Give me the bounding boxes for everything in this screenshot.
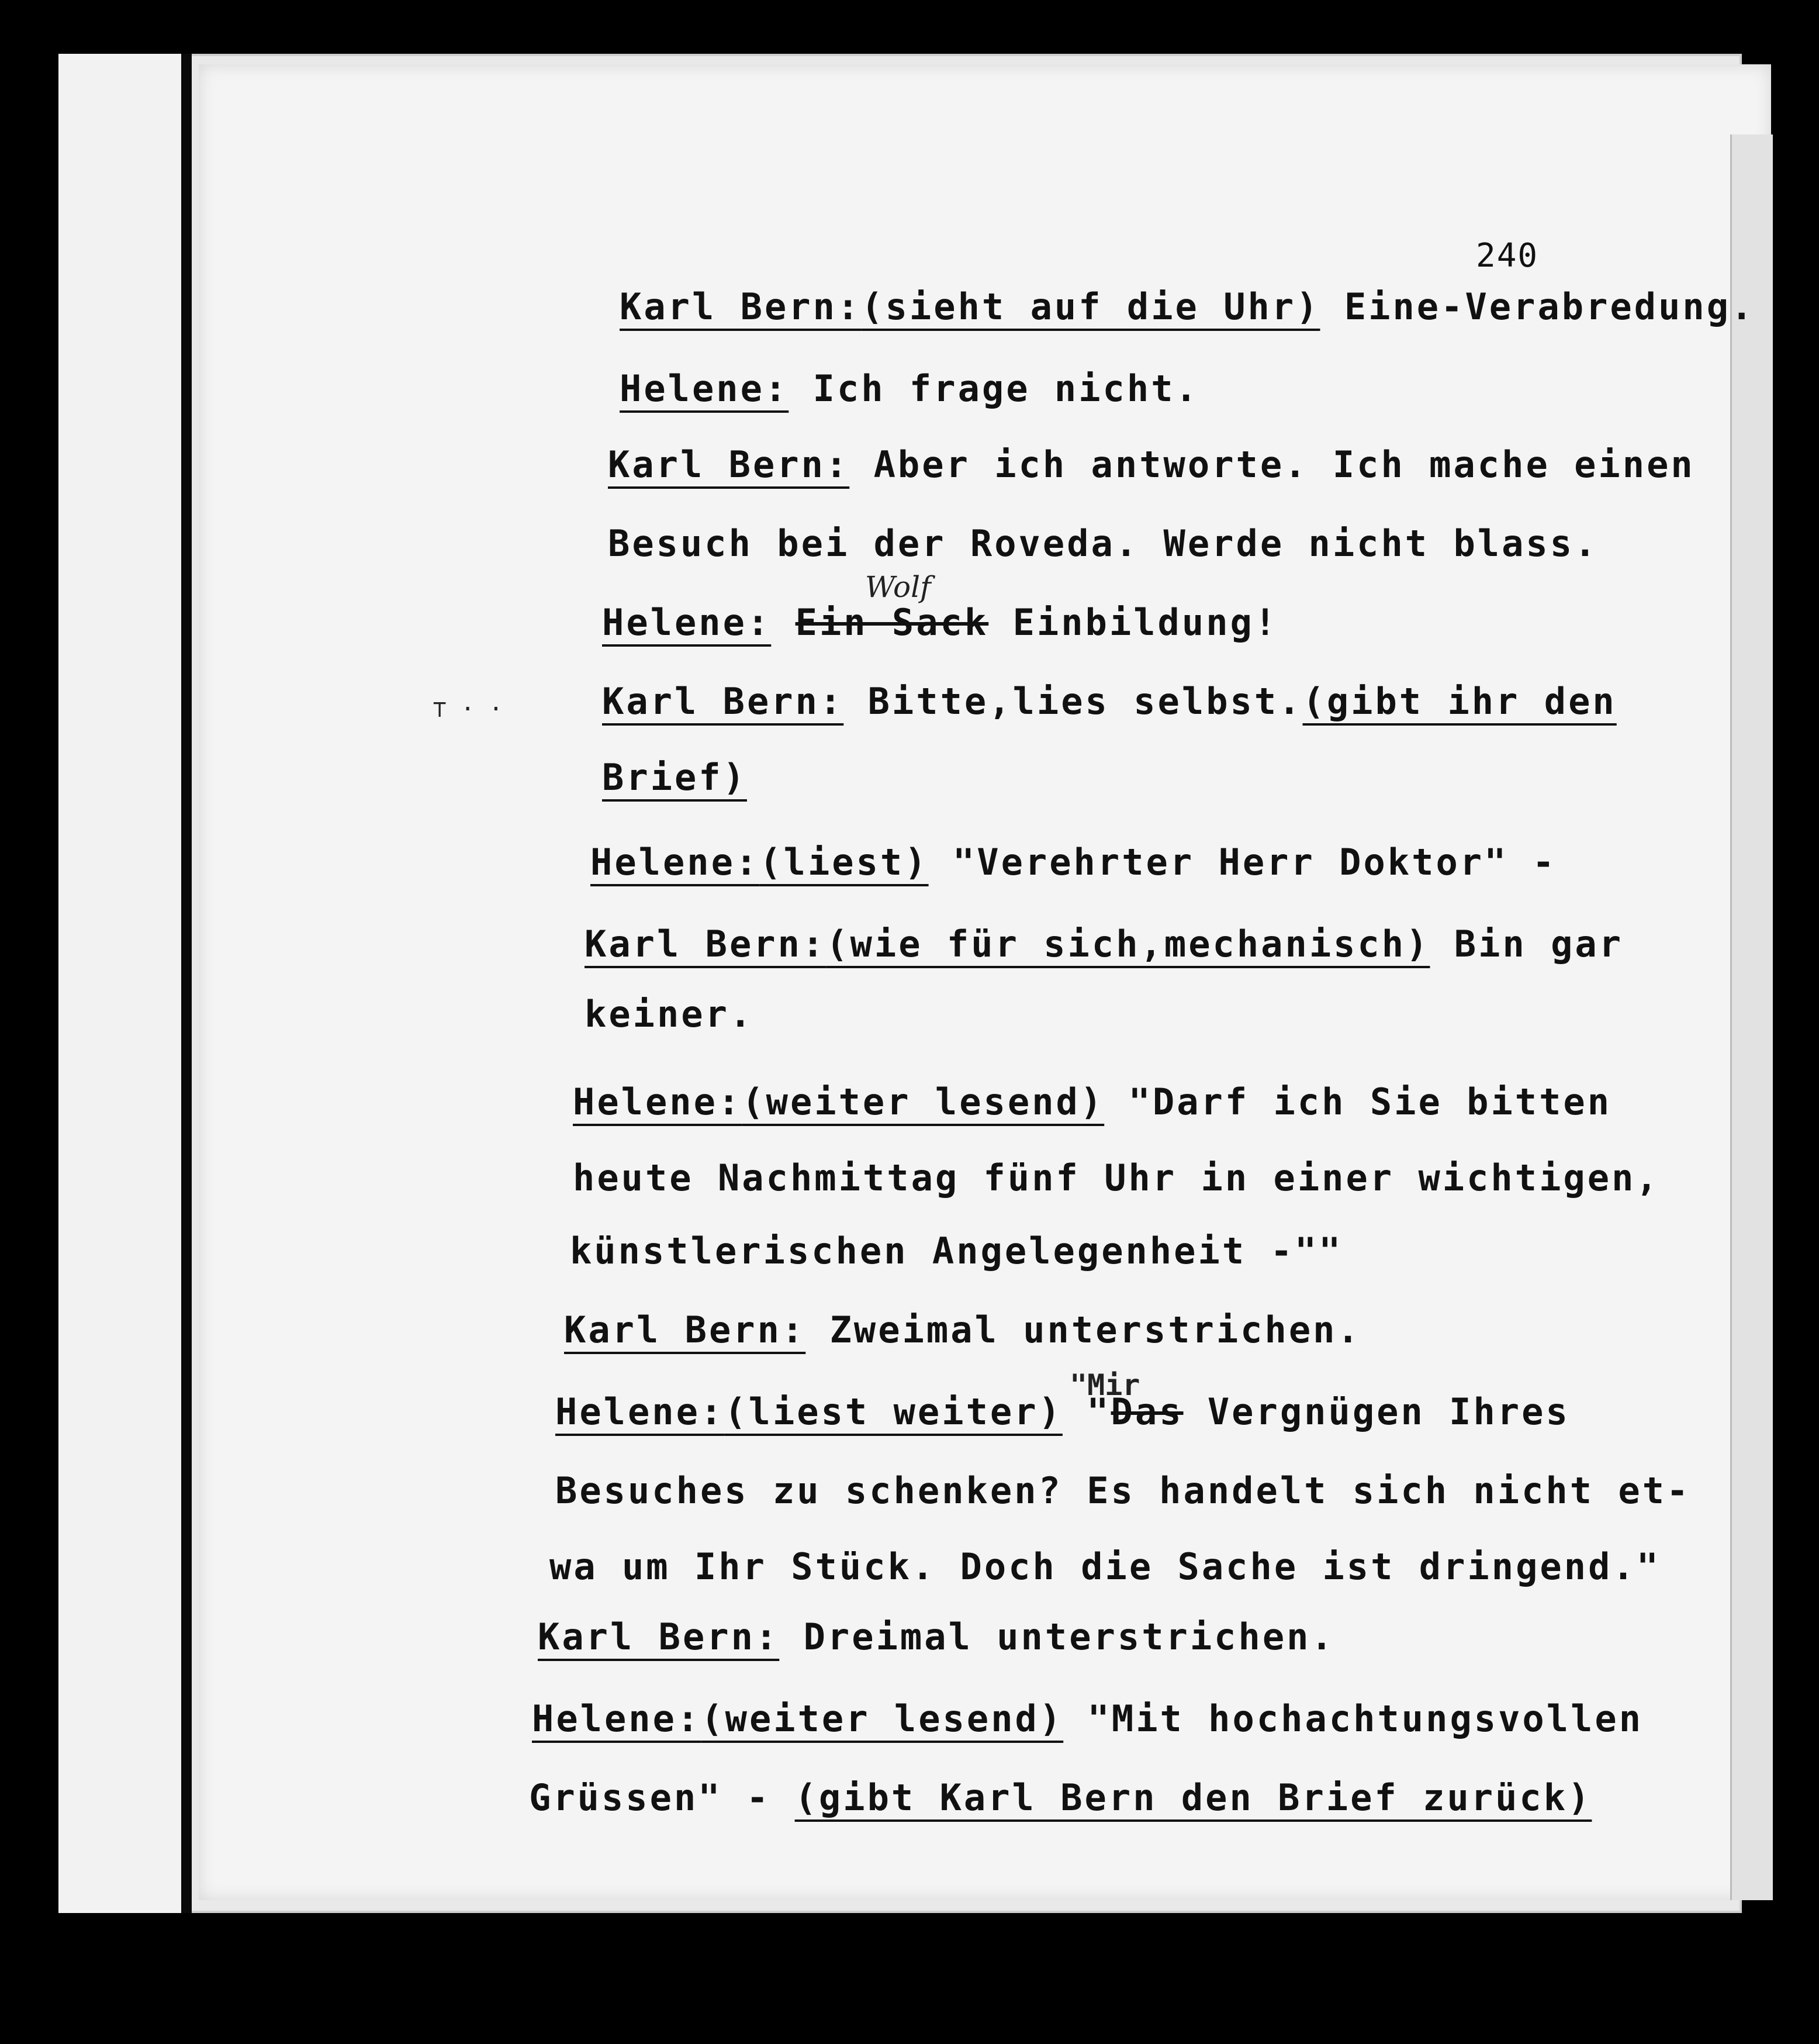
script-line bbox=[608, 444, 1695, 485]
dialogue-text: Vergnügen Ihres bbox=[1183, 1390, 1570, 1433]
struck-text: Das bbox=[1111, 1390, 1184, 1433]
dialogue-text: künstlerischen Angelegenheit -"" bbox=[570, 1230, 1343, 1272]
dialogue-text: Zweimal unterstrichen. bbox=[805, 1308, 1361, 1351]
page-number: 240 bbox=[1476, 237, 1539, 275]
speaker-name: Helene: bbox=[573, 1080, 742, 1123]
script-line bbox=[585, 994, 753, 1035]
stage-direction: (gibt Karl Bern den Brief zurück) bbox=[794, 1776, 1592, 1819]
speaker-name: Karl Bern: bbox=[602, 680, 844, 723]
dialogue-text: Dreimal unterstrichen. bbox=[779, 1615, 1335, 1658]
stage-direction: (liest weiter) bbox=[724, 1390, 1063, 1433]
dialogue-text: Grüssen" - bbox=[529, 1776, 795, 1819]
script-line bbox=[608, 523, 1598, 564]
script-line bbox=[620, 286, 1755, 327]
stage-direction: (wie für sich,mechanisch) bbox=[826, 923, 1430, 965]
speaker-name: Karl Bern: bbox=[538, 1615, 780, 1658]
script-line bbox=[590, 842, 1557, 883]
script-line bbox=[620, 368, 1199, 409]
speaker-name: Karl Bern: bbox=[564, 1308, 806, 1351]
speaker-name: Karl Bern: bbox=[585, 923, 826, 965]
stage-direction: (weiter lesend) bbox=[701, 1697, 1064, 1740]
script-line bbox=[555, 1470, 1690, 1511]
script-line bbox=[570, 1231, 1343, 1272]
speaker-name: Karl Bern: bbox=[608, 443, 850, 486]
dialogue-text: " bbox=[1062, 1390, 1111, 1433]
margin-mark: ⊤ · · bbox=[433, 696, 503, 723]
script-line bbox=[602, 681, 1617, 722]
script-line bbox=[564, 1310, 1361, 1351]
dialogue-text: Bitte,lies selbst. bbox=[843, 680, 1303, 723]
speaker-name: Karl Bern: bbox=[620, 285, 862, 328]
dialogue-text: wa um Ihr Stück. Doch die Sache ist dringend." bbox=[549, 1545, 1661, 1588]
stage-direction: (weiter lesend) bbox=[742, 1080, 1105, 1123]
script-line bbox=[538, 1617, 1335, 1658]
dialogue-text: Aber ich antworte. Ich mache einen bbox=[849, 443, 1695, 486]
dialogue-text: Besuches zu schenken? Es handelt sich nicht et- bbox=[555, 1469, 1691, 1512]
script-line bbox=[585, 924, 1623, 965]
speaker-name: Helene: bbox=[602, 601, 772, 644]
dialogue-text: keiner. bbox=[585, 993, 754, 1035]
dialogue-text: Eine-Verabredung. bbox=[1320, 285, 1755, 328]
dialogue-text: Bin gar bbox=[1430, 923, 1624, 965]
script-line bbox=[602, 602, 1278, 643]
speaker-name: Helene: bbox=[620, 367, 789, 410]
struck-text: Ein Sack bbox=[795, 601, 989, 644]
script-line bbox=[529, 1777, 1592, 1818]
script-line bbox=[602, 757, 747, 798]
dialogue-text: "Mit hochachtungsvollen bbox=[1063, 1697, 1644, 1740]
dialogue-text: Einbildung! bbox=[988, 601, 1279, 644]
script-line bbox=[532, 1698, 1643, 1739]
stage-direction: (sieht auf die Uhr) bbox=[861, 285, 1320, 328]
dialogue-text: Besuch bei der Roveda. Werde nicht blass. bbox=[608, 522, 1599, 565]
dialogue-text: "Darf ich Sie bitten bbox=[1104, 1080, 1612, 1123]
script-line bbox=[573, 1158, 1660, 1199]
stage-direction: (gibt ihr den bbox=[1302, 680, 1617, 723]
dialogue-text: Ich frage nicht. bbox=[789, 367, 1199, 410]
stage-direction: Brief) bbox=[602, 756, 747, 799]
script-line bbox=[555, 1392, 1570, 1432]
handwritten-insert: Wolf bbox=[865, 570, 931, 604]
stage-direction: (liest) bbox=[759, 841, 929, 883]
speaker-name: Helene: bbox=[555, 1390, 725, 1433]
speaker-name: Helene: bbox=[590, 841, 760, 883]
speaker-name: Helene: bbox=[532, 1697, 701, 1740]
dialogue-text: "Verehrter Herr Doktor" - bbox=[928, 841, 1557, 883]
dialogue-text: heute Nachmittag fünf Uhr in einer wichtigen, bbox=[573, 1156, 1660, 1199]
script-line bbox=[549, 1546, 1661, 1587]
script-line bbox=[573, 1082, 1611, 1123]
handwritten-insert: "Mir bbox=[1070, 1368, 1140, 1402]
